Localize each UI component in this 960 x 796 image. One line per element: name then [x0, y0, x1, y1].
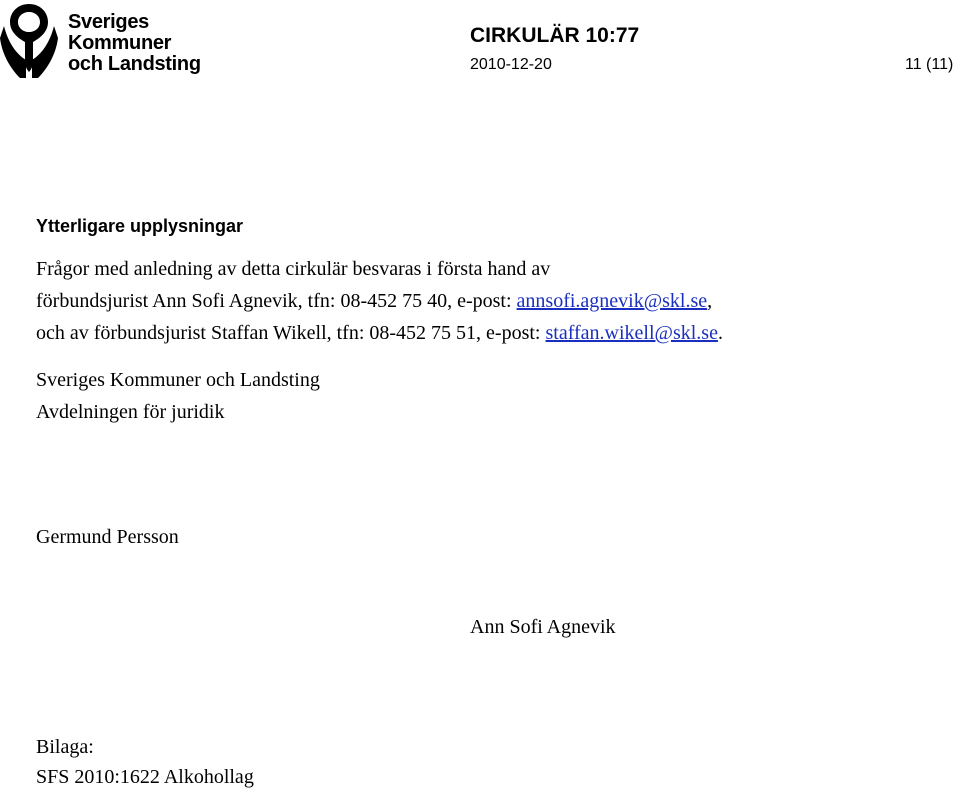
attachment-item: SFS 2010:1622 Alkohollag — [36, 766, 254, 788]
paragraph-line-3-text: och av förbundsjurist Staffan Wikell, tfn: 08-452 75 51, e-post: — [36, 322, 546, 344]
paragraph-line-3 — [36, 322, 723, 345]
logo-text-line2: Kommuner — [68, 32, 172, 54]
paragraph-line-1: Frågor med anledning av detta cirkulär besvaras i första hand av — [36, 258, 551, 280]
document-title: CIRKULÄR 10:77 — [470, 24, 640, 47]
page-number: 11 (11) — [905, 56, 954, 73]
signature-germund-persson: Germund Persson — [36, 526, 179, 548]
paragraph-line-3-suffix: . — [717, 322, 723, 344]
paragraph-line-2-text: förbundsjurist Ann Sofi Agnevik, tfn: 08-452 75 40, e-post: — [36, 290, 517, 312]
email-link-wikell[interactable]: staffan.wikell@skl.se — [545, 322, 718, 344]
organization-name: Sveriges Kommuner och Landsting — [36, 369, 320, 391]
paragraph-line-2-suffix: , — [707, 290, 713, 312]
skl-logo-icon — [0, 2, 58, 80]
logo-text-line1: Sveriges — [68, 11, 149, 33]
section-heading: Ytterligare upplysningar — [36, 216, 244, 236]
attachment-label: Bilaga: — [36, 736, 94, 758]
signature-ann-sofi-agnevik: Ann Sofi Agnevik — [470, 616, 616, 638]
department-name: Avdelningen för juridik — [36, 401, 225, 423]
logo-text-line3: och Landsting — [68, 53, 201, 75]
email-link-agnevik[interactable]: annsofi.agnevik@skl.se — [516, 290, 708, 312]
document-date: 2010-12-20 — [470, 56, 552, 73]
paragraph-line-2 — [36, 290, 712, 313]
